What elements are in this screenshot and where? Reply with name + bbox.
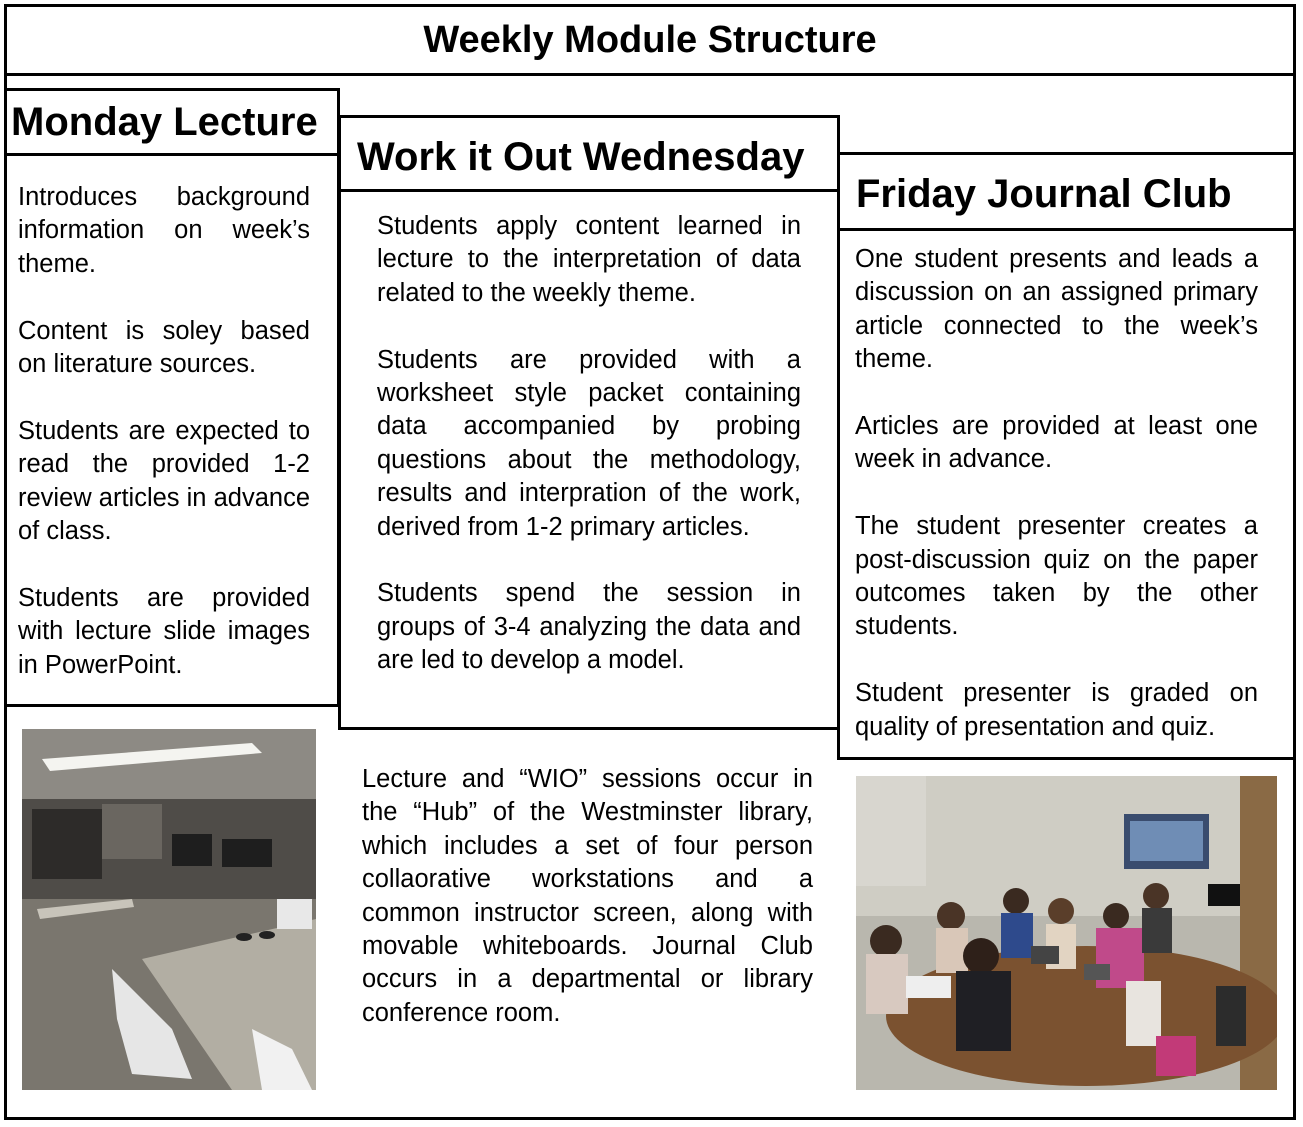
wednesday-paragraph: Students spend the session in groups of 3-4 analyzing the data and are led to develop a model.	[377, 579, 801, 675]
monday-heading: Monday Lecture	[4, 88, 340, 156]
location-note: Lecture and “WIO” sessions occur in the “Hub” of the Westminster library, which includes a set of four person collaorative workstations and a common instructor screen, along with movable whiteboards. Journal Club occurs in a departmental or library conference room.	[362, 765, 813, 1027]
monday-paragraph: Introduces background information on week’s theme.	[18, 183, 310, 278]
library-hub-illustration	[22, 729, 316, 1090]
friday-heading: Friday Journal Club	[837, 152, 1296, 231]
page-title: Weekly Module Structure	[4, 4, 1296, 76]
friday-text	[855, 243, 1258, 744]
monday-paragraph: Students are provided with lecture slide images in PowerPoint.	[18, 583, 310, 679]
friday-box	[837, 228, 1296, 760]
monday-paragraph: Students are expected to read the provided 1-2 review articles in advance of class.	[18, 416, 310, 546]
monday-box	[4, 153, 340, 707]
wednesday-paragraph: Students apply content learned in lecture to the interpretation of data related to the weekly theme.	[377, 212, 801, 307]
library-hub-photo	[22, 729, 316, 1090]
conference-room-photo	[856, 776, 1277, 1090]
conference-room-illustration	[856, 776, 1277, 1090]
monday-paragraph: Content is soley based on literature sources.	[18, 316, 310, 379]
monday-text	[18, 181, 310, 682]
friday-paragraph: The student presenter creates a post-discussion quiz on the paper outcomes taken by the other students.	[855, 512, 1258, 641]
wednesday-heading: Work it Out Wednesday	[338, 115, 840, 192]
wednesday-text	[377, 210, 801, 678]
wednesday-box	[338, 189, 840, 730]
friday-paragraph: One student presents and leads a discussion on an assigned primary article connected to the week’s theme.	[855, 245, 1258, 374]
wednesday-paragraph: Students are provided with a worksheet style packet containing data accompanied by probing questions about the methodology, results and interpration of the work, derived from 1-2 primary articles.	[377, 345, 801, 541]
friday-paragraph: Articles are provided at least one week in advance.	[855, 412, 1258, 474]
friday-paragraph: Student presenter is graded on quality of presentation and quiz.	[855, 679, 1258, 741]
